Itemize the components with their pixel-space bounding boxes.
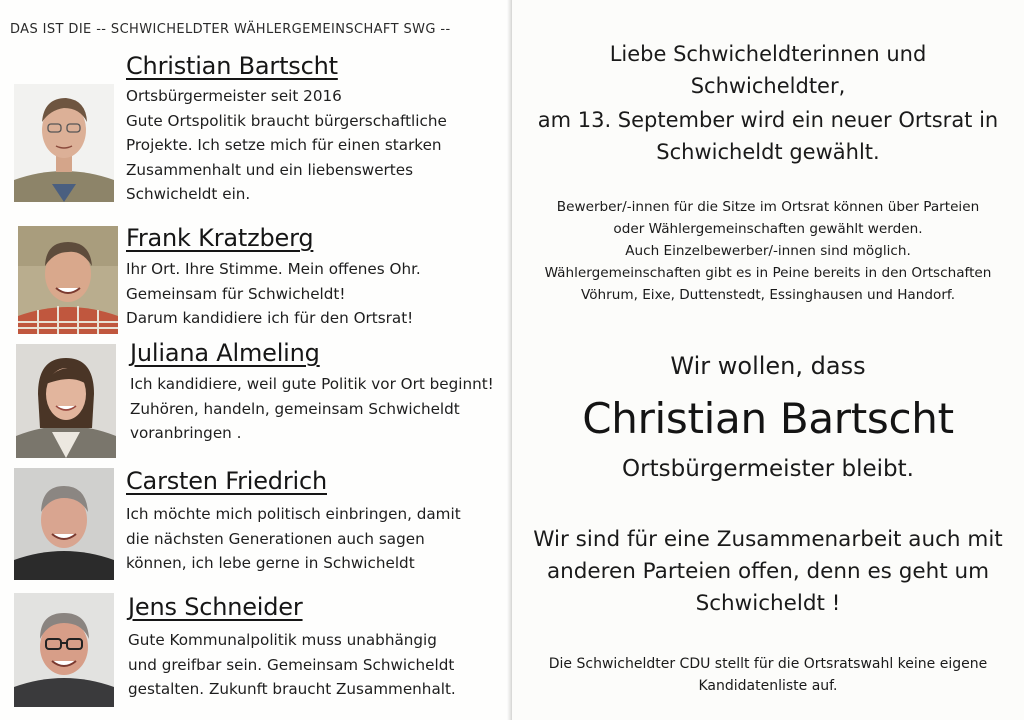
candidate-text-line: Gute Ortspolitik braucht bürgerschaftliche — [126, 111, 447, 130]
candidate-name: Christian Bartscht — [126, 52, 338, 80]
candidate-text-line: Ich möchte mich politisch einbringen, damit — [126, 505, 461, 523]
candidate-text-line: Zuhören, handeln, gemeinsam Schwicheldt — [130, 399, 460, 418]
mayor-statement: Ortsbürgermeister bleibt. — [622, 456, 914, 482]
candidate-text — [130, 372, 494, 446]
right-page — [512, 0, 1024, 720]
greeting-line: Schwicheldter, — [690, 74, 846, 98]
left-page — [0, 0, 510, 720]
cooperation-statement — [512, 524, 1024, 620]
featured-candidate-name: Christian Bartscht — [582, 394, 954, 443]
candidate-text-line: Ortsbürgermeister seit 2016 — [126, 87, 342, 105]
cdu-note — [512, 653, 1024, 697]
wir-wollen-heading: Wir wollen, dass — [670, 352, 866, 380]
candidate-text-line: Gute Kommunalpolitik muss unabhängig — [128, 631, 437, 649]
candidate-name: Jens Schneider — [128, 593, 303, 621]
candidate-name: Juliana Almeling — [130, 339, 320, 367]
candidate-text-line: Gemeinsam für Schwicheldt! — [126, 284, 346, 303]
candidate-text-line: können, ich lebe gerne in Schwicheldt — [126, 554, 415, 572]
greeting-line: am 13. September wird ein neuer Ortsrat in — [537, 108, 999, 132]
election-info — [512, 196, 1024, 306]
candidate-name: Carsten Friedrich — [126, 467, 327, 495]
candidate-text — [126, 502, 461, 576]
candidate-text — [126, 84, 447, 207]
candidate-text-line: gestalten. Zukunft braucht Zusammenhalt. — [128, 680, 456, 698]
cdu-note-line: Kandidatenliste auf. — [698, 678, 838, 694]
candidate-text-line: Schwicheldt ein. — [126, 185, 251, 203]
candidate-photo — [14, 593, 114, 707]
cdu-note-line: Die Schwicheldter CDU stellt für die Ortsratswahl keine eigene — [548, 656, 988, 672]
cooperation-line: Wir sind für eine Zusammenarbeit auch mit — [533, 527, 1003, 552]
cooperation-line: anderen Parteien offen, denn es geht um — [546, 559, 990, 584]
candidate-text-line: Zusammenhalt und ein liebenswertes — [126, 160, 414, 179]
candidate-text-line: Ihr Ort. Ihre Stimme. Mein offenes Ohr. — [126, 260, 421, 278]
info-line: Wählergemeinschaften gibt es in Peine bereits in den Ortschaften — [544, 265, 992, 281]
greeting-line: Liebe Schwicheldterinnen und — [609, 42, 927, 66]
candidate-text-line: und greifbar sein. Gemeinsam Schwicheldt — [128, 655, 455, 674]
flyer-header: DAS IST DIE -- SCHWICHELDTER WÄHLERGEMEINSCHAFT SWG -- — [10, 22, 451, 37]
greeting — [512, 38, 1024, 168]
candidate-text-line: voranbringen . — [130, 424, 242, 442]
greeting-line: Schwicheldt gewählt. — [656, 140, 880, 164]
cooperation-line: Schwicheldt ! — [695, 591, 841, 616]
candidate-text-line: die nächsten Generationen auch sagen — [126, 529, 425, 548]
info-line: Auch Einzelbewerber/-innen sind möglich. — [625, 243, 911, 259]
candidate-photo — [14, 84, 114, 202]
candidate-name: Frank Kratzberg — [126, 224, 314, 252]
candidate-photo — [18, 226, 118, 334]
candidate-photo — [16, 344, 116, 458]
candidate-text — [126, 257, 421, 331]
candidate-photo — [14, 468, 114, 580]
info-line: Vöhrum, Eixe, Duttenstedt, Essinghausen und Handorf. — [580, 287, 956, 303]
candidate-text — [128, 628, 456, 702]
candidate-text-line: Darum kandidiere ich für den Ortsrat! — [126, 309, 414, 327]
candidate-text-line: Ich kandidiere, weil gute Politik vor Ort beginnt! — [130, 375, 494, 393]
candidate-text-line: Projekte. Ich setze mich für einen starken — [126, 136, 442, 154]
info-line: Bewerber/-innen für die Sitze im Ortsrat können über Parteien — [556, 199, 980, 215]
info-line: oder Wählergemeinschaften gewählt werden. — [613, 221, 923, 237]
